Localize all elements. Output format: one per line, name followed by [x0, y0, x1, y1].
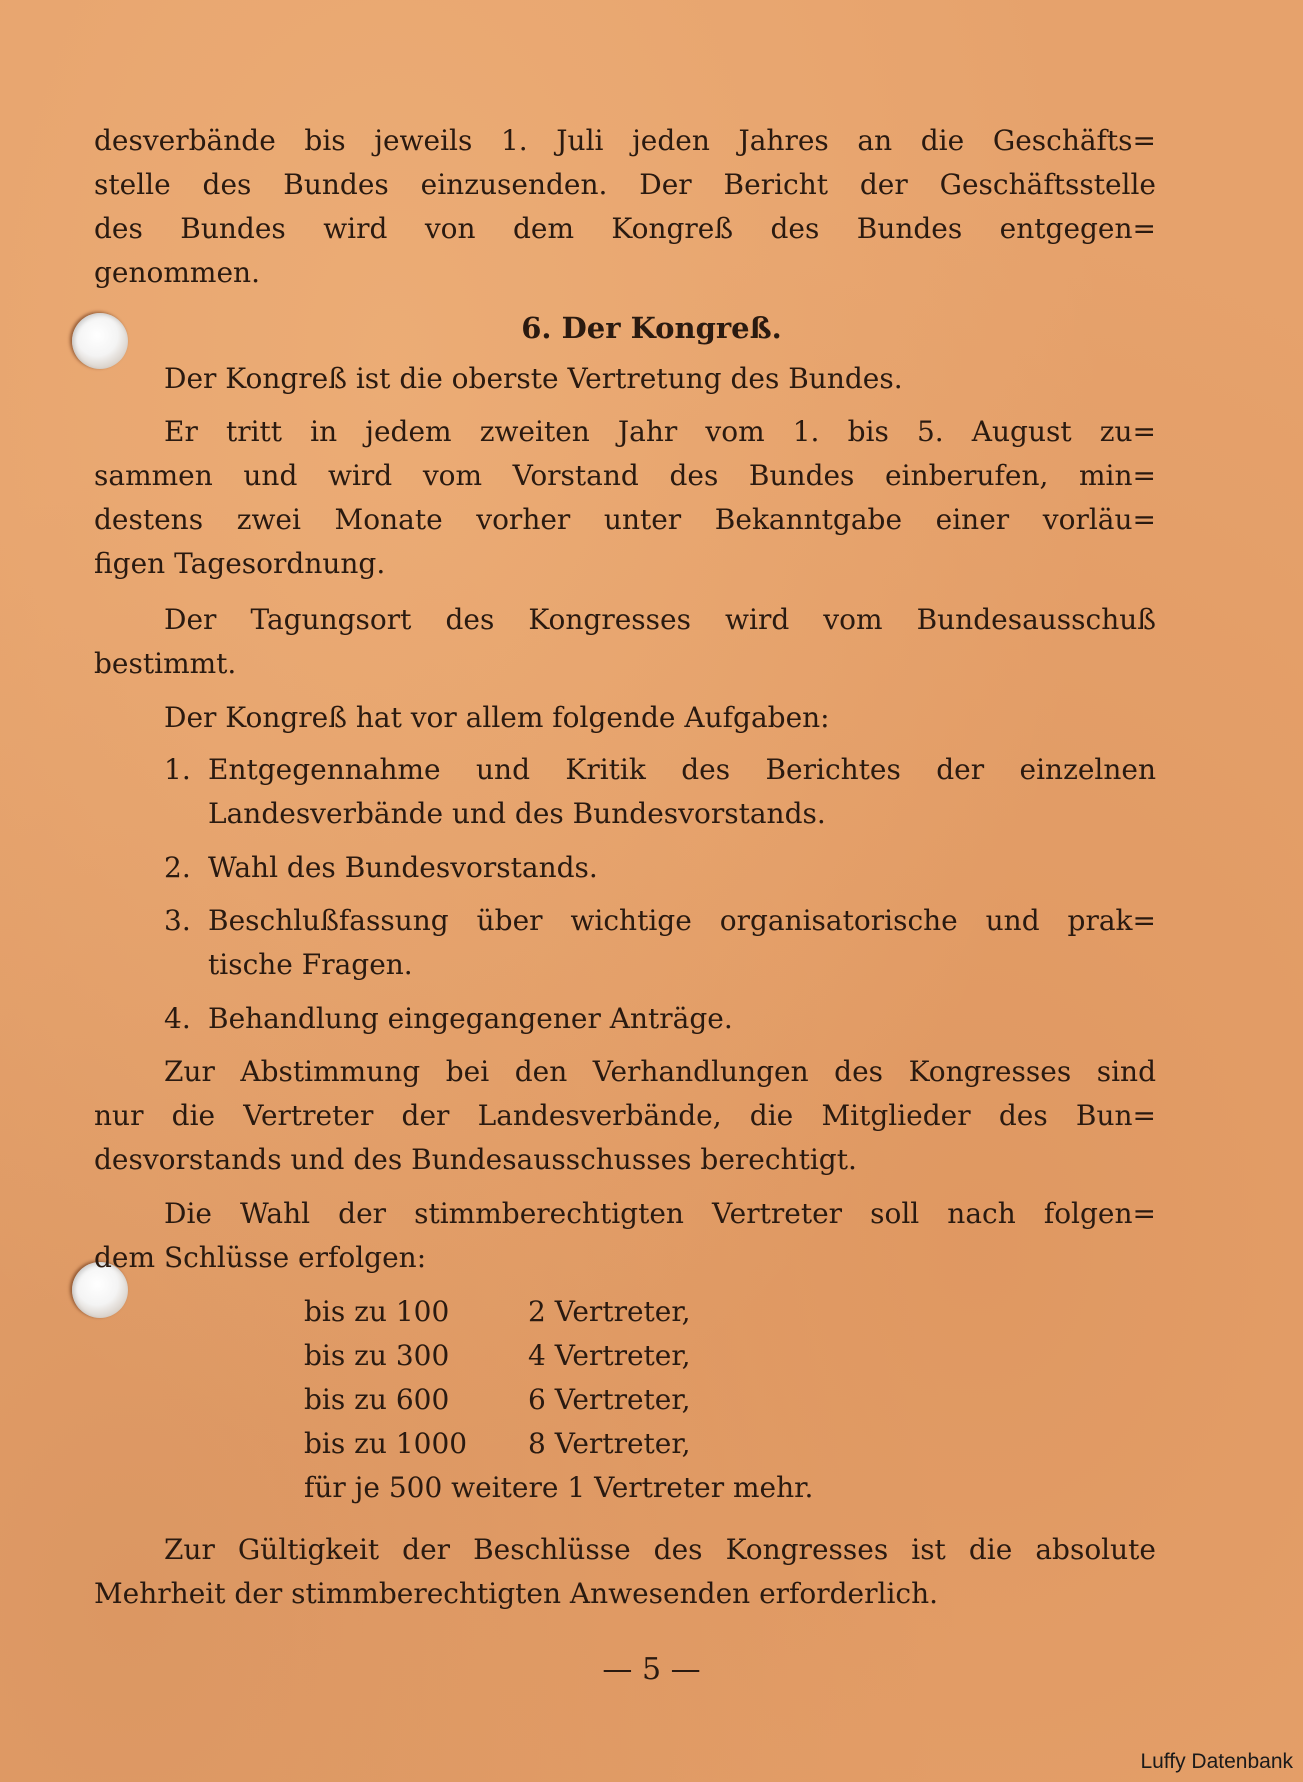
table-cell-count: 2 Vertreter,	[528, 1295, 691, 1328]
paragraph-line: Zur Abstimmung bei den Verhandlungen des Kongresses sind	[164, 1055, 1156, 1088]
list-item-number: 3.	[164, 904, 191, 937]
paragraph-line: Die Wahl der stimmberechtigten Vertreter soll nach folgen=	[164, 1197, 1156, 1230]
paragraph-line: figen Tagesordnung.	[94, 547, 386, 580]
intro-line: des Bundes wird von dem Kongreß des Bundes entgegen=	[94, 212, 1156, 245]
list-item-text: Landesverbände und des Bundesvorstands.	[208, 797, 826, 830]
table-cell-count: 6 Vertreter,	[528, 1383, 691, 1416]
paragraph-line: Der Kongreß ist die oberste Vertretung des Bundes.	[164, 362, 903, 395]
table-cell-count: 8 Vertreter,	[528, 1427, 691, 1460]
paragraph-line: destens zwei Monate vorher unter Bekanntgabe einer vorläu=	[94, 503, 1156, 536]
table-cell-count: 4 Vertreter,	[528, 1339, 691, 1372]
table-cell-range: bis zu 1000	[304, 1427, 468, 1460]
paragraph-line: Er tritt in jedem zweiten Jahr vom 1. bis 5. August zu=	[164, 415, 1156, 448]
list-item-text: Wahl des Bundesvorstands.	[208, 851, 598, 884]
list-item-text: Beschlußfassung über wichtige organisatorische und prak=	[208, 904, 1156, 937]
watermark: Luffy Datenbank	[1140, 1750, 1293, 1773]
page-number: — 5 —	[602, 1652, 701, 1687]
paragraph-line: Der Kongreß hat vor allem folgende Aufgaben:	[164, 701, 830, 734]
table-row	[304, 1290, 691, 1334]
table-cell-range: bis zu 100	[304, 1295, 450, 1328]
paragraph-line: Der Tagungsort des Kongresses wird vom Bundesausschuß	[164, 603, 1156, 636]
list-item-text: tische Fragen.	[208, 948, 413, 981]
list-item-number: 2.	[164, 851, 191, 884]
intro-line: desverbände bis jeweils 1. Juli jeden Jahres an die Geschäfts=	[94, 124, 1156, 157]
table-row-last: für je 500 weitere 1 Vertreter mehr.	[304, 1471, 814, 1504]
table-row	[304, 1334, 691, 1378]
table-cell-range: bis zu 300	[304, 1339, 450, 1372]
paragraph-line: desvorstands und des Bundesausschusses berechtigt.	[94, 1143, 857, 1176]
section-heading: 6. Der Kongreß.	[521, 311, 782, 345]
list-item-number: 1.	[164, 753, 191, 786]
list-item-text: Entgegennahme und Kritik des Berichtes der einzelnen	[208, 753, 1156, 786]
intro-line: genommen.	[94, 256, 260, 289]
table-cell-range: bis zu 600	[304, 1383, 450, 1416]
paragraph-line: nur die Vertreter der Landesverbände, die Mitglieder des Bun=	[94, 1099, 1156, 1132]
list-item-text: Behandlung eingegangener Anträge.	[208, 1002, 733, 1035]
paragraph-line: Zur Gültigkeit der Beschlüsse des Kongresses ist die absolute	[164, 1533, 1156, 1566]
paragraph-line: Mehrheit der stimmberechtigten Anwesenden erforderlich.	[94, 1577, 939, 1610]
intro-line: stelle des Bundes einzusenden. Der Bericht der Geschäftsstelle	[94, 168, 1156, 201]
paragraph-line: sammen und wird vom Vorstand des Bundes einberufen, min=	[94, 459, 1156, 492]
table-row	[304, 1378, 691, 1422]
paragraph-line: bestimmt.	[94, 647, 237, 680]
table-row	[304, 1422, 691, 1466]
paragraph-line: dem Schlüsse erfolgen:	[94, 1241, 427, 1274]
list-item-number: 4.	[164, 1002, 191, 1035]
